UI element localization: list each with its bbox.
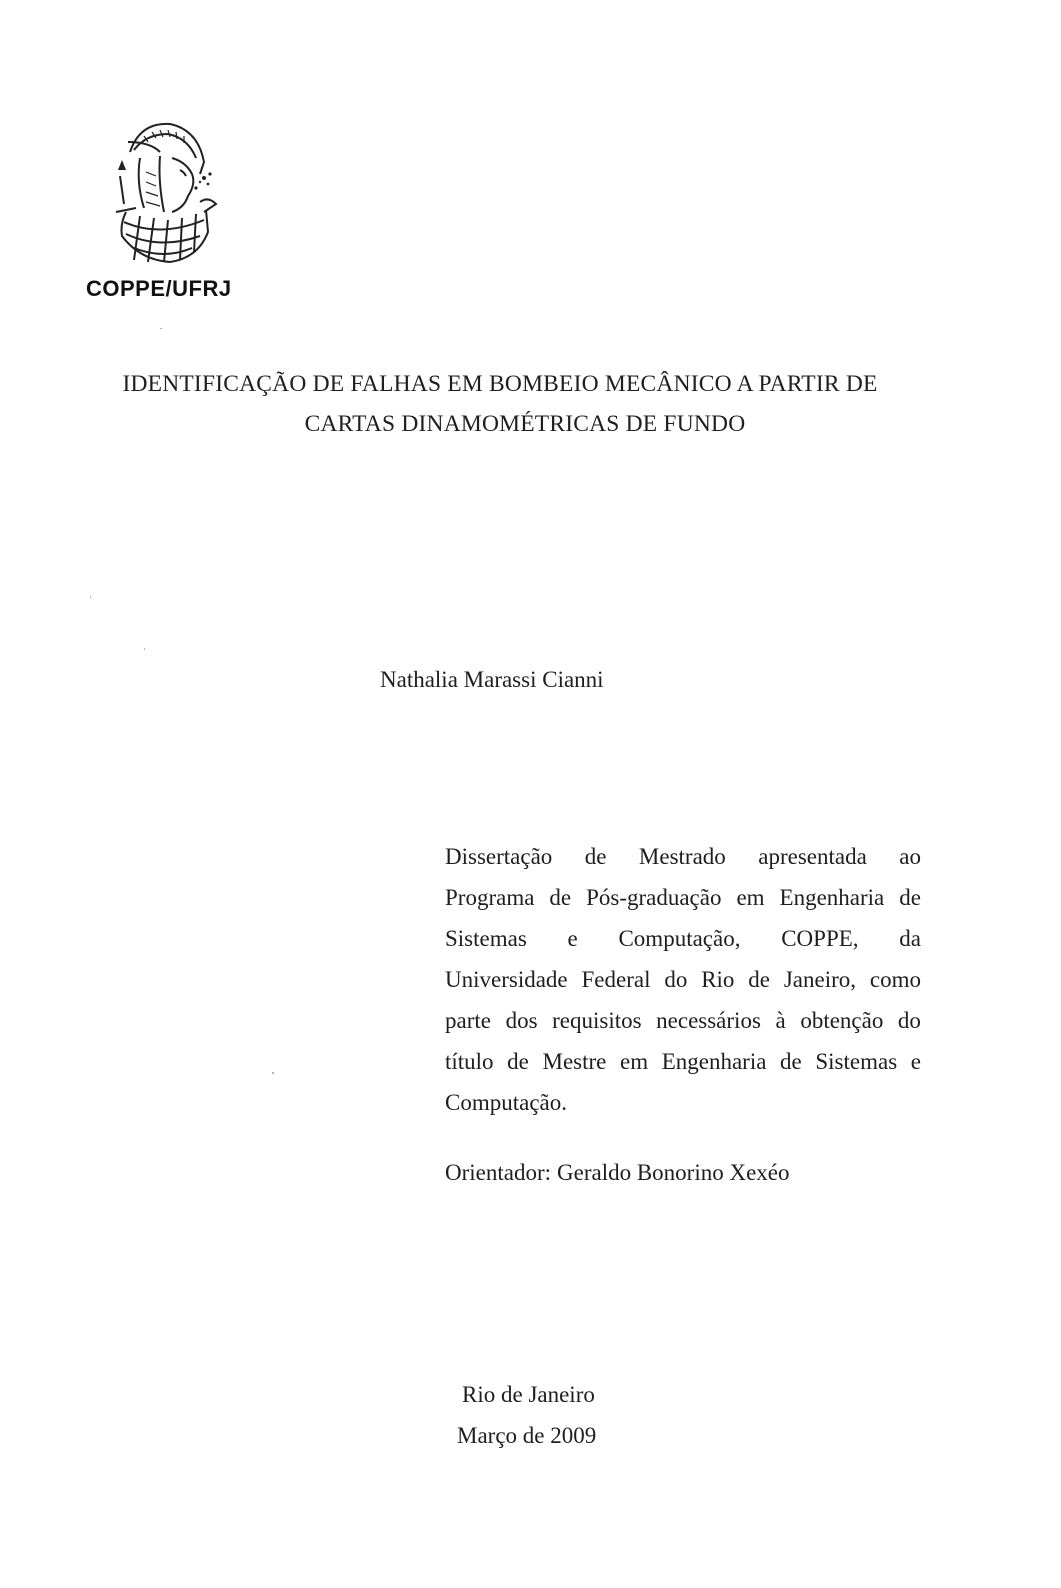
statement-word: da bbox=[899, 926, 921, 951]
place: Rio de Janeiro bbox=[462, 1382, 595, 1407]
dissertation-statement bbox=[445, 836, 921, 1123]
scan-speck bbox=[144, 648, 145, 650]
statement-line bbox=[445, 1000, 921, 1041]
statement-word: de bbox=[748, 967, 770, 992]
statement-word: do bbox=[897, 1008, 921, 1033]
ufrj-minerva-logo-icon bbox=[100, 112, 220, 270]
statement-word: de bbox=[584, 844, 607, 869]
statement-word: como bbox=[869, 967, 921, 992]
statement-line bbox=[445, 959, 921, 1000]
statement-word: requisitos bbox=[552, 1008, 642, 1033]
statement-word: Mestre bbox=[542, 1049, 607, 1074]
statement-word: Rio bbox=[701, 967, 735, 992]
statement-word: Engenharia bbox=[779, 885, 885, 910]
statement-word: Mestrado bbox=[638, 844, 726, 869]
advisor-label: Orientador: bbox=[445, 1160, 552, 1185]
thesis-title-line-2: CARTAS DINAMOMÉTRICAS DE FUNDO bbox=[304, 411, 746, 437]
statement-word: em bbox=[736, 885, 765, 910]
statement-line bbox=[445, 877, 921, 918]
statement-word: Computação, bbox=[618, 926, 741, 951]
author-name: Nathalia Marassi Cianni bbox=[380, 667, 604, 692]
statement-word: Engenharia bbox=[661, 1049, 767, 1074]
statement-word: Sistemas bbox=[445, 926, 527, 951]
institution-name: COPPE/UFRJ bbox=[86, 276, 232, 301]
statement-word: de bbox=[507, 1049, 529, 1074]
statement-line bbox=[445, 1082, 921, 1123]
statement-word: parte bbox=[445, 1008, 491, 1033]
scan-speck bbox=[160, 328, 162, 329]
statement-word: à bbox=[775, 1008, 786, 1033]
advisor-name: Geraldo Bonorino Xexéo bbox=[557, 1160, 790, 1185]
statement-word: Federal bbox=[581, 967, 651, 992]
statement-word: Computação. bbox=[445, 1090, 567, 1115]
statement-word: Dissertação bbox=[445, 844, 553, 869]
statement-word: em bbox=[619, 1049, 649, 1074]
statement-word: do bbox=[664, 967, 688, 992]
advisor-line bbox=[445, 1160, 790, 1186]
statement-line bbox=[445, 918, 921, 959]
date: Março de 2009 bbox=[457, 1423, 597, 1448]
statement-word: Sistemas bbox=[815, 1049, 898, 1074]
statement-word: necessários bbox=[656, 1008, 761, 1033]
statement-word: obtenção bbox=[800, 1008, 884, 1033]
statement-word: Universidade bbox=[445, 967, 568, 992]
thesis-title-line-1: IDENTIFICAÇÃO DE FALHAS EM BOMBEIO MECÂNICO A PARTIR DE bbox=[122, 371, 878, 397]
scan-speck bbox=[272, 1072, 274, 1074]
statement-word: título bbox=[445, 1049, 494, 1074]
statement-line bbox=[445, 836, 921, 877]
scan-speck bbox=[90, 596, 91, 598]
statement-word: ao bbox=[899, 844, 921, 869]
statement-word: Pós-graduação bbox=[586, 885, 722, 910]
statement-word: de bbox=[549, 885, 572, 910]
statement-word: COPPE, bbox=[781, 926, 859, 951]
statement-word: e bbox=[567, 926, 578, 951]
statement-word: apresentada bbox=[758, 844, 867, 869]
statement-word: e bbox=[910, 1049, 921, 1074]
statement-word: Janeiro, bbox=[783, 967, 857, 992]
statement-word: dos bbox=[505, 1008, 538, 1033]
statement-line bbox=[445, 1041, 921, 1082]
statement-word: de bbox=[780, 1049, 802, 1074]
statement-word: de bbox=[899, 885, 921, 910]
statement-word: Programa bbox=[445, 885, 535, 910]
